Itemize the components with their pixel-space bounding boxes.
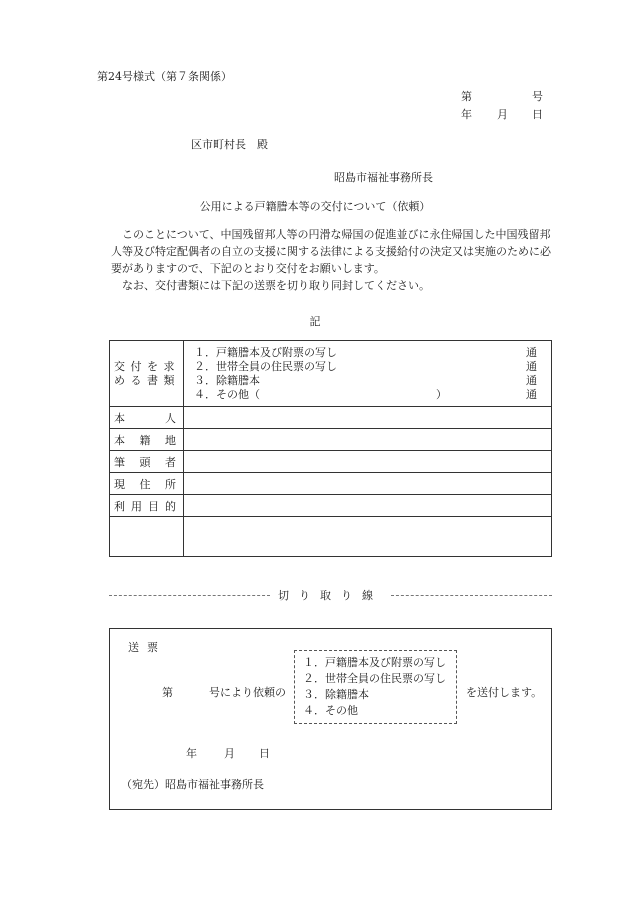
doc-list — [184, 344, 551, 404]
slip-number-prefix: 第 — [162, 686, 173, 699]
label-char: 籍 — [139, 433, 152, 447]
slip-title: 送票 — [128, 641, 166, 654]
list-item: ３．除籍謄本 — [303, 688, 369, 701]
blank-value-cell[interactable] — [184, 517, 552, 557]
label-char: 住 — [139, 477, 152, 491]
row-label — [110, 473, 184, 495]
slip-date-year: 年 — [186, 747, 197, 760]
docs-list-cell — [184, 341, 552, 407]
table-row — [110, 495, 552, 517]
ki-heading: 記 — [309, 315, 321, 328]
body-paragraph-2: なお、交付書類には下記の送票を切り取り同封してください。 — [122, 279, 430, 292]
label-char: 筆 — [114, 455, 126, 469]
label-char: 本 — [114, 411, 126, 425]
list-item — [194, 346, 537, 360]
list-item — [194, 374, 537, 388]
label-char: 者 — [165, 455, 177, 469]
label-char: 現 — [114, 477, 126, 491]
row-label — [110, 407, 184, 429]
doc-label: ３．除籍謄本 — [194, 373, 260, 387]
row-label — [110, 495, 184, 517]
addressee: 区市町村長 殿 — [191, 138, 268, 151]
body-paragraph-1: このことについて、中国残留邦人等の円滑な帰国の促進並びに永住帰国した中国残留邦人等及び特定配偶者の自立の支援に関する法律による支援給付の決定又は実施のために必要がありますので、下記のとおり交付をお願いします。 — [111, 228, 551, 275]
blank-label-cell — [110, 517, 184, 557]
slip-doc-box — [294, 650, 457, 724]
row-value-genjuusho[interactable] — [184, 473, 552, 495]
form-number: 第24号様式（第７条関係） — [97, 70, 232, 83]
slip-recipient: （宛先）昭島市福祉事務所長 — [121, 778, 264, 791]
row-value-honsekichi[interactable] — [184, 429, 552, 451]
list-item: ４．その他 — [303, 704, 358, 717]
label-char: 的 — [165, 499, 177, 513]
list-item — [194, 360, 537, 374]
cut-line-dots-left — [109, 595, 270, 596]
table-row — [110, 451, 552, 473]
doc-label: ４．その他（ ） — [194, 387, 447, 401]
cut-line-text: 切り取り線 — [278, 589, 383, 602]
label-char: 利 — [114, 499, 126, 513]
table-row — [110, 407, 552, 429]
table-row — [110, 429, 552, 451]
table-row — [110, 473, 552, 495]
row-label-text — [114, 498, 183, 514]
cut-line — [109, 587, 552, 603]
row-label — [110, 429, 184, 451]
row-label-text — [114, 476, 183, 492]
document-title: 公用による戸籍謄本等の交付について（依頼） — [199, 200, 431, 213]
slip-send-text: を送付します。 — [466, 686, 543, 699]
date-year-label: 年 — [461, 108, 472, 121]
table-row — [110, 517, 552, 557]
list-item: ２．世帯全員の住民票の写し — [303, 672, 446, 685]
label-char: 人 — [165, 411, 177, 425]
request-table — [109, 340, 552, 557]
list-item — [194, 388, 537, 402]
body-text — [111, 226, 551, 294]
row-value-riyou-mokuteki[interactable] — [184, 495, 552, 517]
doc-unit: 通 — [526, 373, 537, 387]
label-char: 頭 — [139, 455, 152, 469]
row-label — [110, 451, 184, 473]
docs-label-line-1: 交 付 を 求 — [114, 359, 176, 373]
slip-date-day: 日 — [259, 747, 270, 760]
row-label-text — [114, 454, 183, 470]
doc-unit: 通 — [526, 345, 537, 359]
row-label-text — [114, 410, 183, 426]
row-value-hittousha[interactable] — [184, 451, 552, 473]
transmittal-slip — [109, 628, 552, 810]
label-char: 用 — [131, 499, 143, 513]
date-day-label: 日 — [532, 108, 543, 121]
document-number-label: 第 — [461, 90, 472, 103]
doc-unit: 通 — [526, 387, 537, 401]
row-label-text — [114, 432, 183, 448]
label-char: 地 — [165, 433, 177, 447]
row-value-honnin[interactable] — [184, 407, 552, 429]
docs-label-line-2: め る 書 類 — [114, 373, 176, 387]
label-char: 所 — [165, 477, 177, 491]
docs-label-cell — [110, 341, 184, 407]
table-row — [110, 341, 552, 407]
document-number-suffix: 号 — [532, 90, 543, 103]
doc-label: ２．世帯全員の住民票の写し — [194, 359, 337, 373]
label-char: 目 — [148, 499, 160, 513]
doc-unit: 通 — [526, 359, 537, 373]
date-month-label: 月 — [497, 108, 508, 121]
label-char: 本 — [114, 433, 126, 447]
cut-line-dots-right — [391, 595, 552, 596]
slip-date-month: 月 — [224, 747, 235, 760]
slip-request-text: 号により依頼の — [209, 686, 286, 699]
list-item: １．戸籍謄本及び附票の写し — [303, 656, 446, 669]
sender: 昭島市福祉事務所長 — [334, 171, 433, 184]
doc-label: １．戸籍謄本及び附票の写し — [194, 345, 337, 359]
